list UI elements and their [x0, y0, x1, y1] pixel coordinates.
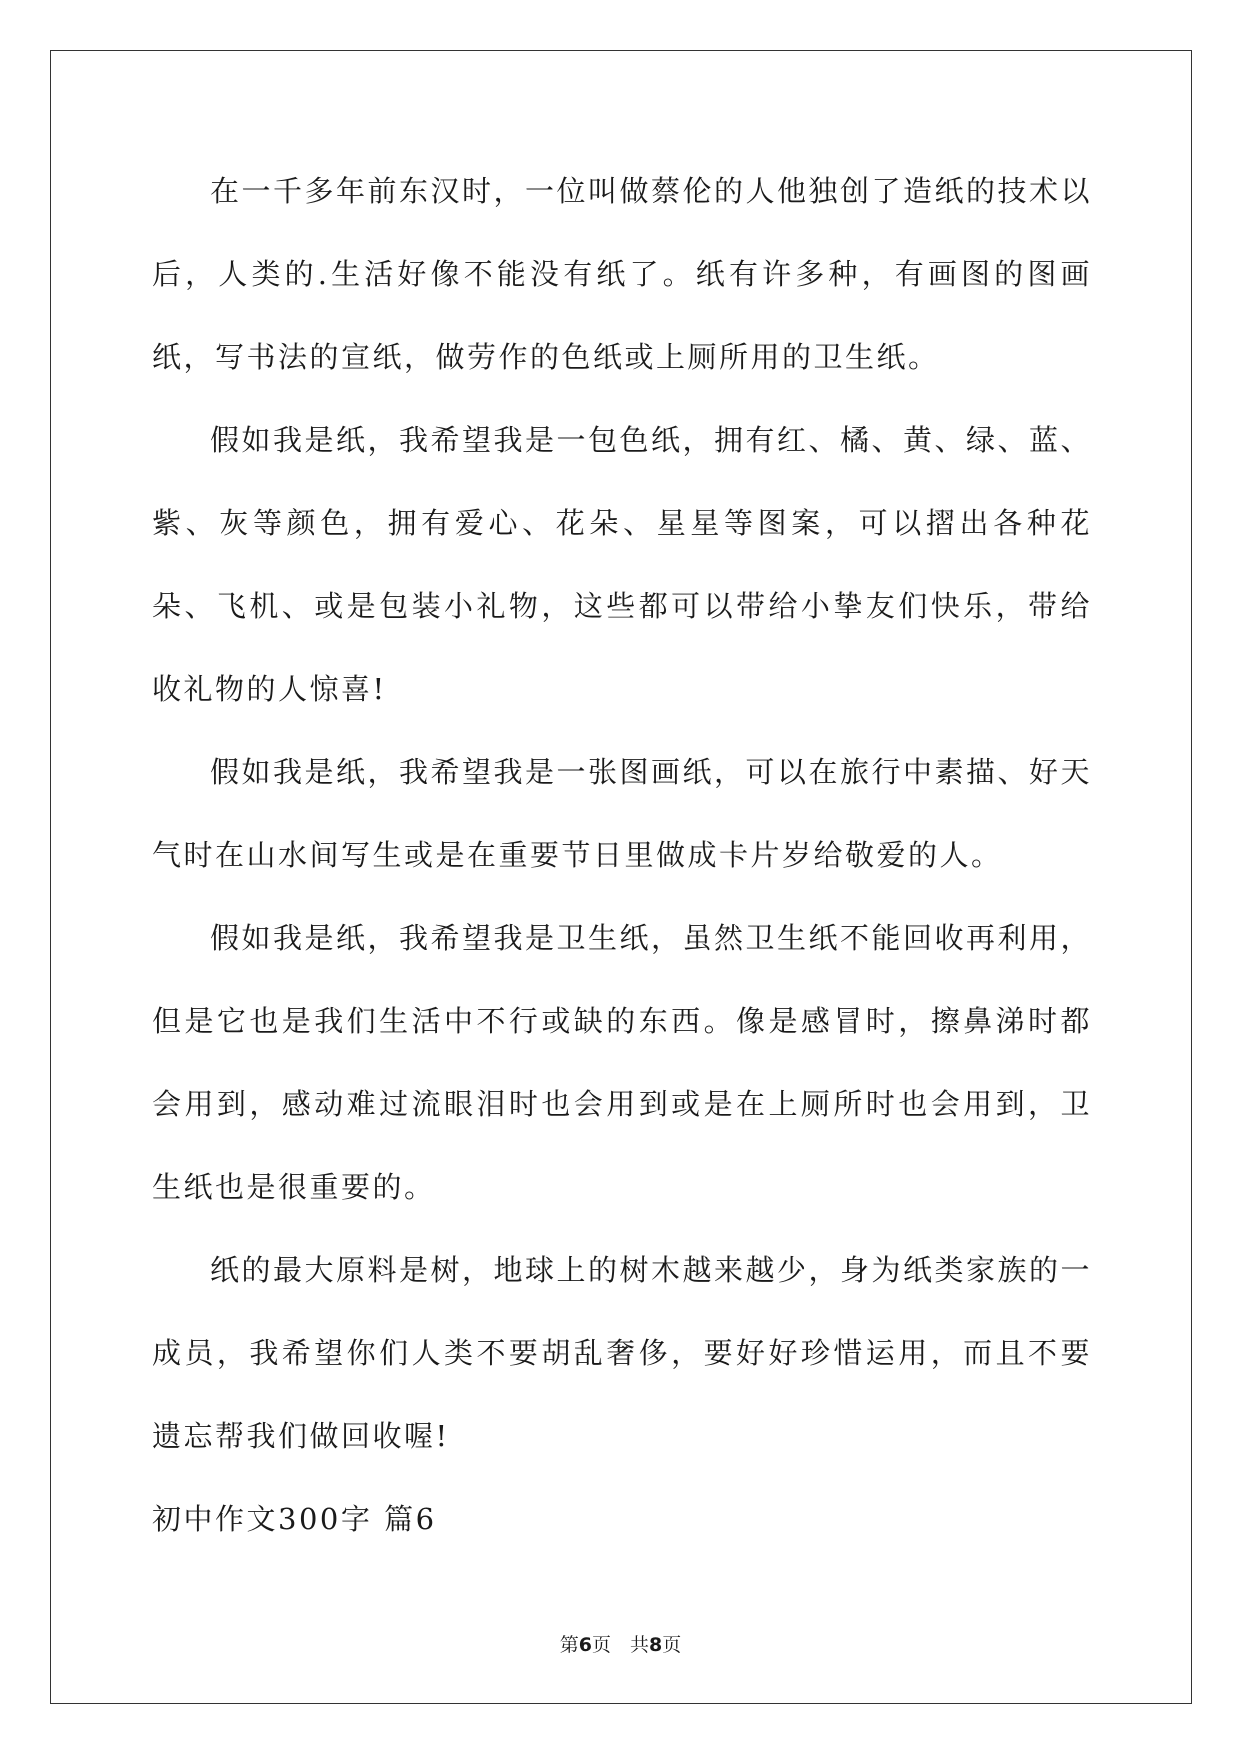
paragraph-4: 假如我是纸，我希望我是卫生纸，虽然卫生纸不能回收再利用，但是它也是我们生活中不行或缺的东西。像是感冒时，擦鼻涕时都会用到，感动难过流眼泪时也会用到或是在上厕所时也会用到，卫生纸也是很重要的。 — [152, 921, 1093, 1204]
section-heading: 初中作文300字 篇6 — [152, 1502, 437, 1536]
page-footer — [0, 1630, 1241, 1657]
document-body — [152, 150, 1092, 1561]
page-total-number: 8 — [649, 1634, 663, 1656]
page-current-number: 6 — [578, 1634, 592, 1656]
paragraph-5: 纸的最大原料是树，地球上的树木越来越少，身为纸类家族的一成员，我希望你们人类不要胡乱奢侈，要好好珍惜运用，而且不要遗忘帮我们做回收喔! — [152, 1253, 1093, 1453]
page-prefix: 第 — [559, 1634, 579, 1656]
paragraph-1: 在一千多年前东汉时，一位叫做蔡伦的人他独创了造纸的技术以后，人类的.生活好像不能没有纸了。纸有许多种，有画图的图画纸，写书法的宣纸，做劳作的色纸或上厕所用的卫生纸。 — [152, 174, 1093, 374]
paragraph-2: 假如我是纸，我希望我是一包色纸，拥有红、橘、黄、绿、蓝、紫、灰等颜色，拥有爱心、花朵、星星等图案，可以摺出各种花朵、飞机、或是包装小礼物，这些都可以带给小挚友们快乐，带给收礼物的人惊喜! — [152, 423, 1093, 706]
page-mid: 页 共 — [591, 1634, 649, 1656]
paragraph-3: 假如我是纸，我希望我是一张图画纸，可以在旅行中素描、好天气时在山水间写生或是在重要节日里做成卡片岁给敬爱的人。 — [152, 755, 1093, 872]
page-suffix: 页 — [662, 1634, 682, 1656]
